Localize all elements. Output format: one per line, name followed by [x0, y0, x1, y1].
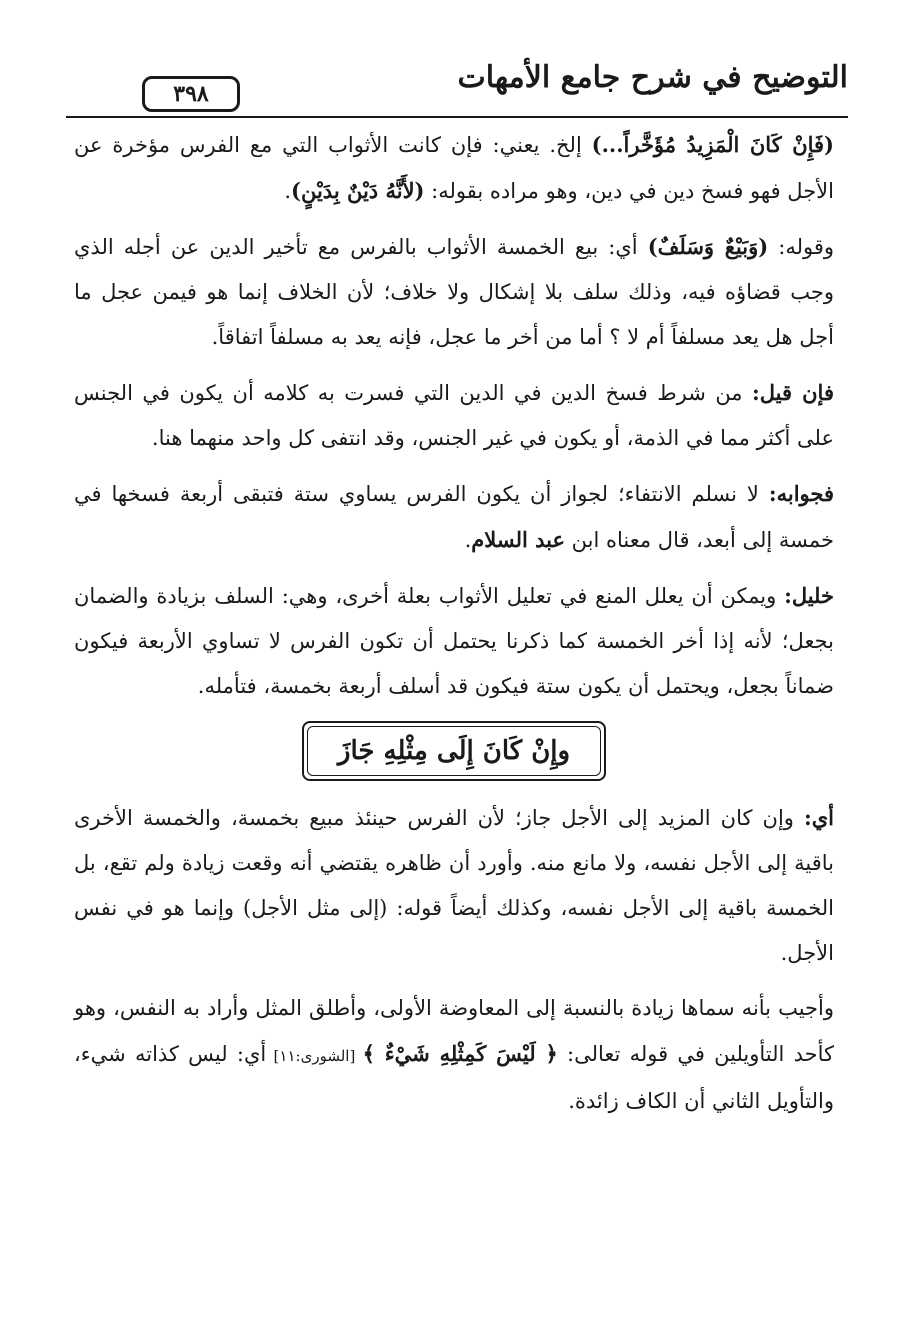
lead-keyword: فجوابه:	[768, 481, 834, 506]
paragraph-2	[74, 224, 834, 360]
matn-quote: (فَإِنْ كَانَ الْمَزِيدُ مُؤَخَّراً...)	[591, 132, 834, 157]
commentary-text: أي: بيع الخمسة الأثواب بالفرس مع تأخير الدين عن أجله الذي وجب قضاؤه فيه، وذلك سلف بلا إشكال ولا خلاف؛ لأن الخلاف إنما هو فيمن عجل ما أجل هل يعد مسلفاً أم لا ؟ أما من أخر ما عجل، فإنه يعد به مسلفاً اتفاقاً.	[74, 235, 834, 349]
book-title: التوضيح في شرح جامع الأمهات	[457, 60, 848, 95]
lead-text: وقوله:	[768, 235, 834, 259]
commentary-text: ويمكن أن يعلل المنع في تعليل الأثواب بعلة أخرى، وهي: السلف بزيادة والضمان بجعل؛ لأنه إذا أخر الخمسة كما ذكرنا يحتمل أن تكون الفرس لا تساوي الأربعة فيكون ضماناً بجعل، ويحتمل أن يكون ستة فيكون قد أسلف أربعة بخمسة، فتأمله.	[74, 584, 834, 698]
commentary-text: أي: ليس كذاته شيء، والتأويل الثاني أن الكاف زائدة.	[74, 1042, 834, 1113]
matn-quote: (لأَنَّهُ دَيْنٌ بِدَيْنٍ)	[291, 178, 425, 203]
commentary-text: من شرط فسخ الدين في الدين التي فسرت به كلامه أن يكون في الجنس على أكثر مما في الذمة، أو يكون في غير الجنس، وقد انتفى كل واحد منهما هنا.	[74, 381, 834, 450]
page-header	[66, 56, 848, 116]
commentary-text: وأجيب بأنه سماها زيادة بالنسبة إلى المعاوضة الأولى، وأطلق المثل وأراد به النفس، وهو كأحد التأويلين في قوله تعالى:	[74, 996, 835, 1066]
punctuation: .	[464, 528, 472, 552]
header-rule	[66, 116, 848, 118]
paragraph-5	[74, 573, 834, 709]
lead-keyword: خليل:	[784, 583, 834, 608]
section-heading: وإِنْ كَانَ إِلَى مِثْلِهِ جَازَ	[307, 726, 601, 776]
commentary-text: لا نسلم الانتفاء؛ لجواز أن يكون الفرس يساوي ستة فتبقى أربعة فسخها في خمسة إلى أبعد، قال معناه ابن	[74, 482, 834, 552]
section-heading-frame	[302, 721, 606, 781]
punctuation: .	[284, 179, 292, 203]
paragraph-6	[74, 795, 834, 976]
scholar-name: عبد السلام	[471, 527, 565, 552]
lead-keyword: أي:	[803, 805, 834, 830]
paragraph-4	[74, 471, 834, 563]
matn-quote: (وَبَيْعٌ وَسَلَفٌ)	[647, 234, 769, 259]
verse-reference: [الشورى:١١]	[266, 1047, 363, 1065]
lead-keyword: فإن قيل:	[752, 380, 834, 405]
paragraph-7	[74, 986, 834, 1124]
commentary-text: وإن كان المزيد إلى الأجل جاز؛ لأن الفرس حينئذ مبيع بخمسة، والخمسة الأخرى باقية إلى الأجل نفسه، ولا مانع منه. وأورد أن ظاهره يقتضي أنه وقعت زيادة ولم تقع، بل الخمسة باقية إلى الأجل نفسه، وكذلك أيضاً قوله: (إلى مثل الأجل) وإنما هو في نفس الأجل.	[74, 806, 834, 965]
page-number: ٣٩٨	[173, 81, 209, 107]
paragraph-3	[74, 370, 834, 461]
paragraph-1	[74, 122, 834, 214]
commentary-text: إلخ. يعني: فإن كانت الأثواب التي مع الفرس مؤخرة عن الأجل فهو فسخ دين في دين، وهو مراده بقوله:	[74, 133, 834, 203]
section-heading-wrap	[74, 721, 834, 781]
quran-verse: ﴿ لَيْسَ كَمِثْلِهِ شَيْءٌ ﴾	[362, 1041, 558, 1066]
page-number-box	[142, 76, 240, 112]
body-text	[74, 122, 834, 1134]
